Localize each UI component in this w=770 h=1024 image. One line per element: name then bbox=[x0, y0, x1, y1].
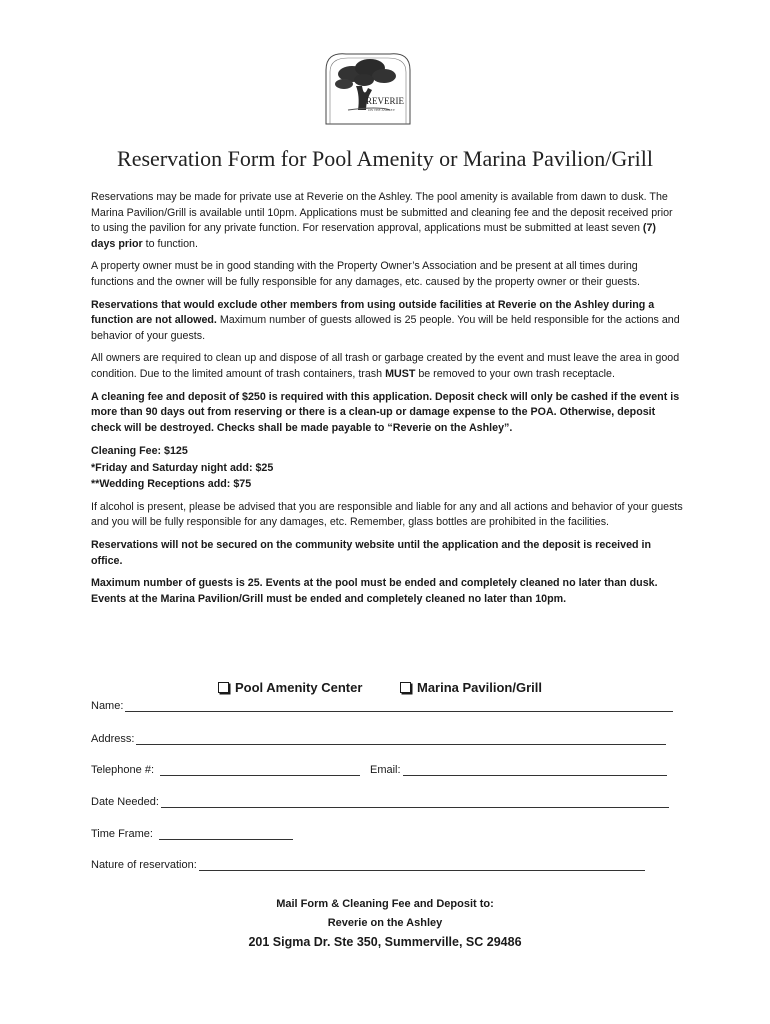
logo-subtext: ON THE ASHLEY bbox=[368, 108, 396, 112]
pool-amenity-label: Pool Amenity Center bbox=[235, 680, 363, 695]
date-needed-field bbox=[91, 796, 669, 808]
nature-label: Nature of reservation: bbox=[91, 859, 197, 871]
address-label: Address: bbox=[91, 733, 135, 745]
marina-pavilion-option[interactable] bbox=[400, 680, 542, 695]
marina-pavilion-label: Marina Pavilion/Grill bbox=[417, 680, 542, 695]
paragraph-trash: All owners are required to clean up and dispose of all trash or garbage created by the event and must leave the area in good condition. Due to the limited amount of trash containers, trash MUST be removed to your own trash receptacle. bbox=[91, 352, 680, 380]
name-input-line[interactable] bbox=[125, 700, 673, 712]
name-field bbox=[91, 700, 673, 712]
paragraph-exclusion: Reservations that would exclude other members from using outside facilities at Reverie on the Ashley during a function are not allowed. Maximum number of guests allowed is 25 people. You will be held responsible for the actions and behavior of your guests. bbox=[91, 298, 680, 342]
logo-text: REVERIE bbox=[366, 96, 404, 106]
page-title: Reservation Form for Pool Amenity or Marina Pavilion/Grill bbox=[117, 146, 653, 171]
date-needed-label: Date Needed: bbox=[91, 796, 159, 808]
paragraph-owner-standing: A property owner must be in good standing with the Property Owner’s Association and be present at all times during functions and the owner will be fully responsible for any damages, etc. caused by the property owner or their guests. bbox=[91, 260, 640, 288]
paragraph-reservations: Reservations may be made for private use at Reverie on the Ashley. The pool amenity is available from dawn to dusk. The Marina Pavilion/Grill is available until 10pm. Applications must be submitted and cleaning fee and the deposit received prior to using the pavilion for any private function. For reservation approval, applications must be submitted at least seven (7) days prior to function. bbox=[91, 191, 673, 250]
time-frame-label: Time Frame: bbox=[91, 828, 153, 840]
fee-weekend: *Friday and Saturday night add: $25 bbox=[91, 461, 274, 474]
checkbox-icon[interactable] bbox=[218, 682, 229, 693]
telephone-label: Telephone #: bbox=[91, 764, 154, 776]
paragraph-website: Reservations will not be secured on the community website until the application and the deposit is received in office. bbox=[91, 539, 652, 567]
pool-amenity-option[interactable] bbox=[218, 680, 362, 695]
oak-tree-logo-icon bbox=[318, 48, 418, 126]
fee-cleaning: Cleaning Fee: $125 bbox=[91, 445, 188, 458]
nature-input-line[interactable] bbox=[199, 859, 645, 871]
mail-address: 201 Sigma Dr. Ste 350, Summerville, SC 29486 bbox=[248, 935, 522, 949]
date-needed-input-line[interactable] bbox=[161, 796, 669, 808]
fee-list bbox=[91, 443, 683, 493]
paragraph-alcohol: If alcohol is present, please be advised that you are responsible and liable for any and all actions and behavior of your guests and you will be fully responsible for any damages, etc. Remember, glass bottles are prohibited in the facilities. bbox=[91, 500, 683, 529]
nature-field bbox=[91, 859, 645, 871]
email-input-line[interactable] bbox=[403, 764, 667, 776]
mail-instructions: Mail Form & Cleaning Fee and Deposit to: bbox=[276, 898, 494, 910]
paragraph-max-guests: Maximum number of guests is 25. Events at the pool must be ended and completely cleaned no later than dusk. Events at the Marina Pavilion/Grill must be ended and completely cleaned no later than 10pm. bbox=[91, 577, 658, 605]
time-frame-input-line[interactable] bbox=[159, 828, 293, 840]
name-label: Name: bbox=[91, 700, 124, 712]
checkbox-icon[interactable] bbox=[400, 682, 411, 693]
reverie-logo bbox=[318, 48, 418, 126]
time-frame-field bbox=[91, 828, 293, 840]
mailing-info bbox=[0, 895, 770, 952]
email-label: Email: bbox=[370, 764, 401, 776]
form-instructions bbox=[91, 190, 683, 614]
paragraph-deposit: A cleaning fee and deposit of $250 is required with this application. Deposit check will only be cashed if the event is more than 90 days out from reserving or there is a clean-up or damage expense to the POA. Otherwise, deposit check will be destroyed. Checks shall be made payable to “Reverie on the Ashley”. bbox=[91, 390, 680, 434]
telephone-input-line[interactable] bbox=[160, 764, 360, 776]
fee-wedding: **Wedding Receptions add: $75 bbox=[91, 478, 252, 491]
telephone-field bbox=[91, 764, 667, 776]
address-input-line[interactable] bbox=[136, 733, 666, 745]
mail-recipient: Reverie on the Ashley bbox=[327, 917, 443, 929]
address-field bbox=[91, 733, 666, 745]
